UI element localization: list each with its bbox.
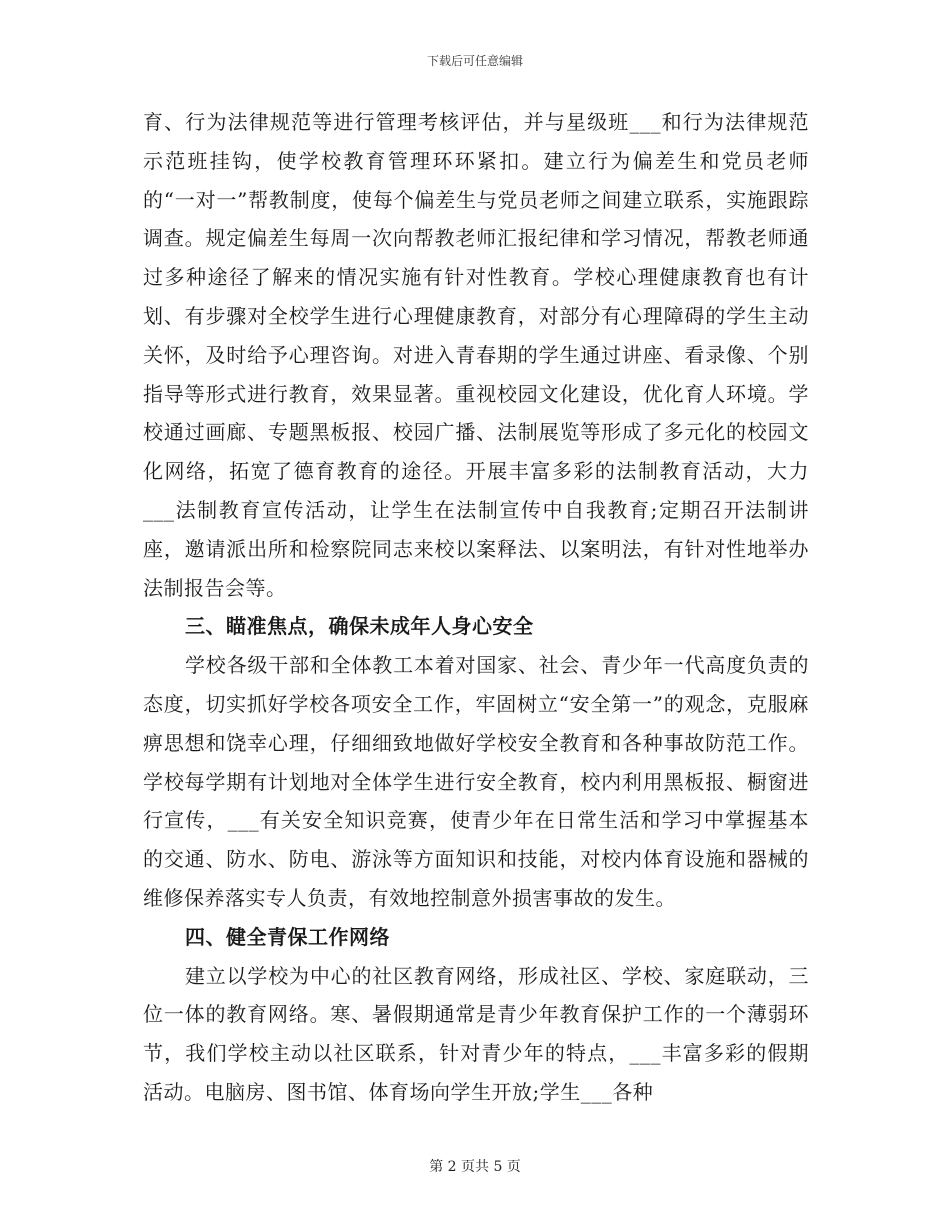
section-heading-4: 四、健全青保工作网络 — [185, 924, 390, 949]
page-header: 下载后可任意编辑 — [426, 54, 523, 68]
paragraph-network: 建立以学校为中心的社区教育网络，形成社区、学校、家庭联动，三位一体的教育网络。寒、暑假期通常是青少年教育保护工作的一个薄弱环节，我们学校主动以社区联系，针对青少年的特点，___丰富多彩的假期活动。电脑房、图书馆、体育场向学生开放;学生___各种 — [143, 963, 809, 1104]
document-body — [143, 103, 809, 1112]
paragraph-continued: 育、行为法律规范等进行管理考核评估，并与星级班___和行为法律规范示范班挂钩，使学校教育管理环环紧扣。建立行为偏差生和党员老师的“一对一”帮教制度，使每个偏差生与党员老师之间建立联系，实施跟踪调查。规定偏差生每周一次向帮教老师汇报纪律和学习情况，帮教老师通过多种途径了解来的情况实施有针对性教育。学校心理健康教育也有计划、有步骤对全校学生进行心理健康教育，对部分有心理障碍的学生主动关怀，及时给予心理咨询。对进入青春期的学生通过讲座、看录像、个别指导等形式进行教育，效果显著。重视校园文化建设，优化育人环境。学校通过画廊、专题黑板报、校园广播、法制展览等形成了多元化的校园文化网络，拓宽了德育教育的途径。开展丰富多彩的法制教育活动，大力___法制教育宣传活动，让学生在法制宣传中自我教育;定期召开法制讲座，邀请派出所和检察院同志来校以案释法、以案明法，有针对性地举办法制报告会等。 — [143, 110, 809, 600]
paragraph-safety: 学校各级干部和全体教工本着对国家、社会、青少年一代高度负责的态度，切实抓好学校各项安全工作，牢固树立“安全第一”的观念，克服麻痹思想和饶幸心理，仔细细致地做好学校安全教育和各种事故防范工作。学校每学期有计划地对全体学生进行安全教育，校内利用黑板报、橱窗进行宣传，___有关安全知识竞赛，使青少年在日常生活和学习中掌握基本的交通、防水、防电、游泳等方面知识和技能，对校内体育设施和器械的维修保养落实专人负责，有效地控制意外损害事故的发生。 — [143, 653, 809, 910]
page-footer: 第 2 页共 5 页 — [429, 1159, 521, 1175]
section-heading-3: 三、瞄准焦点，确保未成年人身心安全 — [185, 614, 534, 639]
